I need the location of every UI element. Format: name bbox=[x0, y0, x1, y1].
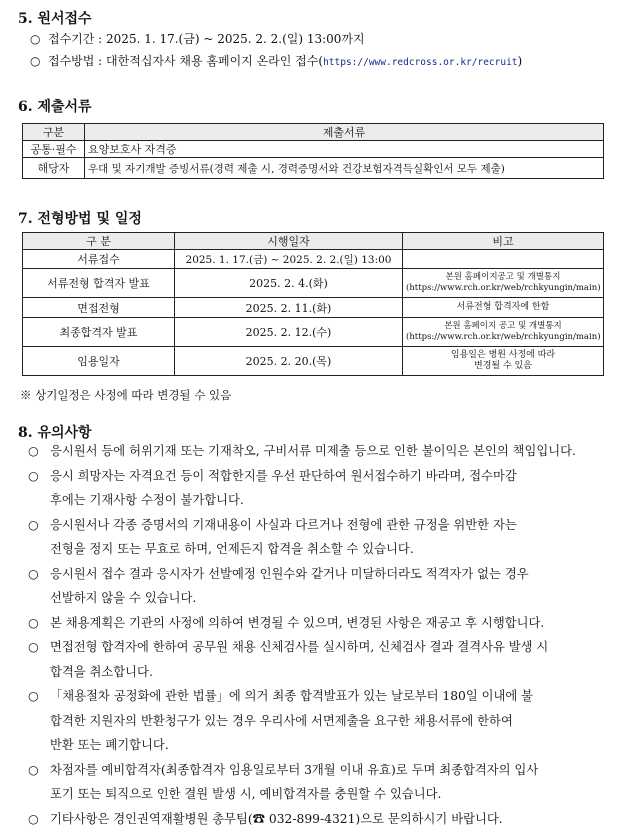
header-stage: 구 분 bbox=[23, 233, 175, 250]
bullet: ○ bbox=[30, 32, 41, 46]
application-method-text: 접수방법 : 대한적십자사 채용 홈페이지 온라인 접수 bbox=[48, 54, 319, 68]
caution-item bbox=[28, 758, 618, 807]
caution-line: 반환 또는 폐기합니다. bbox=[50, 738, 169, 752]
bullet: ○ bbox=[28, 517, 39, 532]
schedule-footnote: ※ 상기일정은 사정에 따라 변경될 수 있음 bbox=[20, 388, 232, 402]
note-line: 임용일은 병원 사정에 따라 bbox=[450, 350, 556, 360]
table-row bbox=[23, 250, 604, 269]
section6-title: 6. 제출서류 bbox=[18, 99, 92, 115]
stage-cell: 임용일자 bbox=[23, 347, 175, 376]
caution-line: 응시원서 접수 결과 응시자가 선발예정 인원수와 같거나 미달하더라도 적격자가 없는 경우 bbox=[50, 566, 529, 581]
header-date: 시행일자 bbox=[175, 233, 403, 250]
caution-line: 후에는 기재사항 수정이 불가합니다. bbox=[50, 493, 244, 507]
caution-line: 포기 또는 퇴직으로 인한 결원 발생 시, 예비합격자를 충원할 수 있습니다. bbox=[50, 787, 442, 801]
bullet: ○ bbox=[28, 615, 39, 630]
note-line: 변경될 수 있음 bbox=[474, 361, 532, 371]
note-line: 서류전형 합격자에 한함 bbox=[456, 302, 550, 312]
note-cell bbox=[403, 318, 604, 347]
docs-cell: 우대 및 자기개발 증빙서류(경력 제출 시, 경력증명서와 건강보험자격득실확인서 모두 제출) bbox=[85, 158, 604, 179]
table-row bbox=[23, 158, 604, 179]
docs-cell: 요양보호사 자격증 bbox=[85, 141, 604, 158]
note-line: (https://www.rch.or.kr/web/rchkyungin/main) bbox=[406, 332, 601, 342]
date-cell: 2025. 2. 4.(화) bbox=[175, 269, 403, 298]
table-header-row bbox=[23, 124, 604, 141]
table-header-row bbox=[23, 233, 604, 250]
caution-line: 합격한 지원자의 반환청구가 있는 경우 우리사에 서면제출을 요구한 채용서류에 한하여 bbox=[50, 713, 513, 728]
caution-item bbox=[28, 562, 618, 611]
caution-item bbox=[28, 464, 618, 513]
note-line: 본원 홈페이지 공고 및 개별통지 bbox=[444, 321, 562, 331]
caution-item bbox=[28, 439, 618, 464]
caution-item bbox=[28, 635, 618, 684]
caution-line: 「채용절차 공정화에 관한 법률」에 의거 최종 합격발표가 있는 날로부터 180일 이내에 불 bbox=[50, 689, 534, 703]
stage-cell: 서류접수 bbox=[23, 250, 175, 269]
caution-line: 면접전형 합격자에 한하여 공무원 채용 신체검사를 실시하며, 신체검사 결과 결격사유 발생 시 bbox=[50, 640, 549, 654]
note-line: 본원 홈페이지공고 및 개별통지 bbox=[445, 272, 561, 282]
section8-title: 8. 유의사항 bbox=[18, 425, 92, 441]
application-period-text: 접수기간 : 2025. 1. 17.(금) ~ 2025. 2. 2.(일) 13:00까지 bbox=[48, 32, 365, 46]
table-row bbox=[23, 141, 604, 158]
caution-line: 선발하지 않을 수 있습니다. bbox=[50, 591, 197, 605]
table-row bbox=[23, 269, 604, 298]
stage-cell: 면접전형 bbox=[23, 298, 175, 318]
caution-item bbox=[28, 807, 618, 832]
stage-cell: 최종합격자 발표 bbox=[23, 318, 175, 347]
caution-line: 응시 희망자는 자격요건 등이 적합한지를 우선 판단하여 원서접수하기 바라며, 접수마감 bbox=[50, 468, 517, 483]
bullet: ○ bbox=[28, 566, 39, 581]
caution-line: 합격을 취소합니다. bbox=[50, 664, 153, 679]
bullet: ○ bbox=[28, 444, 39, 458]
caution-line: 본 채용계획은 기관의 사정에 의하여 변경될 수 있으며, 변경된 사항은 재공고 후 시행합니다. bbox=[50, 615, 545, 630]
caution-line: 기타사항은 경인권역재활병원 총무팀(☎ 032-899-4321)으로 문의하시기 바랍니다. bbox=[50, 811, 503, 826]
application-method bbox=[30, 52, 522, 69]
note-cell bbox=[403, 250, 604, 269]
recruit-link[interactable]: https://www.redcross.or.kr/recruit bbox=[323, 57, 518, 68]
caution-item bbox=[28, 513, 618, 562]
caution-item bbox=[28, 611, 618, 636]
caution-line: 전형을 정지 또는 무효로 하며, 언제든지 합격을 취소할 수 있습니다. bbox=[50, 542, 414, 556]
section5-title: 5. 원서접수 bbox=[18, 11, 92, 27]
caution-item bbox=[28, 684, 618, 758]
link-paren-close: ) bbox=[517, 54, 523, 68]
bullet: ○ bbox=[28, 689, 39, 703]
note-cell bbox=[403, 298, 604, 318]
stage-cell: 서류전형 합격자 발표 bbox=[23, 269, 175, 298]
note-cell bbox=[403, 269, 604, 298]
date-cell: 2025. 2. 20.(목) bbox=[175, 347, 403, 376]
date-cell: 2025. 2. 12.(수) bbox=[175, 318, 403, 347]
bullet: ○ bbox=[28, 640, 39, 654]
caution-line: 응시원서 등에 허위기재 또는 기재착오, 구비서류 미제출 등으로 인한 불이익은 본인의 책임입니다. bbox=[50, 444, 576, 458]
date-cell: 2025. 2. 11.(화) bbox=[175, 298, 403, 318]
bullet: ○ bbox=[28, 811, 39, 826]
note-line: (https://www.rch.or.kr/web/rchkyungin/main) bbox=[406, 283, 601, 293]
link-paren-open: ( bbox=[318, 54, 324, 68]
date-cell: 2025. 1. 17.(금) ~ 2025. 2. 2.(일) 13:00 bbox=[175, 250, 403, 269]
section7-title: 7. 전형방법 및 일정 bbox=[18, 211, 142, 227]
table-row bbox=[23, 298, 604, 318]
category-cell: 해당자 bbox=[23, 158, 85, 179]
header-documents: 제출서류 bbox=[85, 124, 604, 141]
bullet: ○ bbox=[28, 468, 39, 483]
header-note: 비고 bbox=[403, 233, 604, 250]
caution-line: 차점자를 예비합격자(최종합격자 임용일로부터 3개월 이내 유효)로 두며 최종합격자의 입사 bbox=[50, 762, 539, 777]
note-cell bbox=[403, 347, 604, 376]
bullet: ○ bbox=[28, 762, 39, 777]
caution-line: 응시원서나 각종 증명서의 기재내용이 사실과 다르거나 전형에 관한 규정을 위반한 자는 bbox=[50, 517, 517, 532]
header-category: 구분 bbox=[23, 124, 85, 141]
schedule-table bbox=[22, 232, 604, 376]
caution-list bbox=[28, 439, 618, 831]
bullet: ○ bbox=[30, 54, 41, 68]
category-cell: 공통·필수 bbox=[23, 141, 85, 158]
table-row bbox=[23, 318, 604, 347]
table-row bbox=[23, 347, 604, 376]
documents-table bbox=[22, 123, 604, 179]
application-period bbox=[30, 30, 365, 47]
